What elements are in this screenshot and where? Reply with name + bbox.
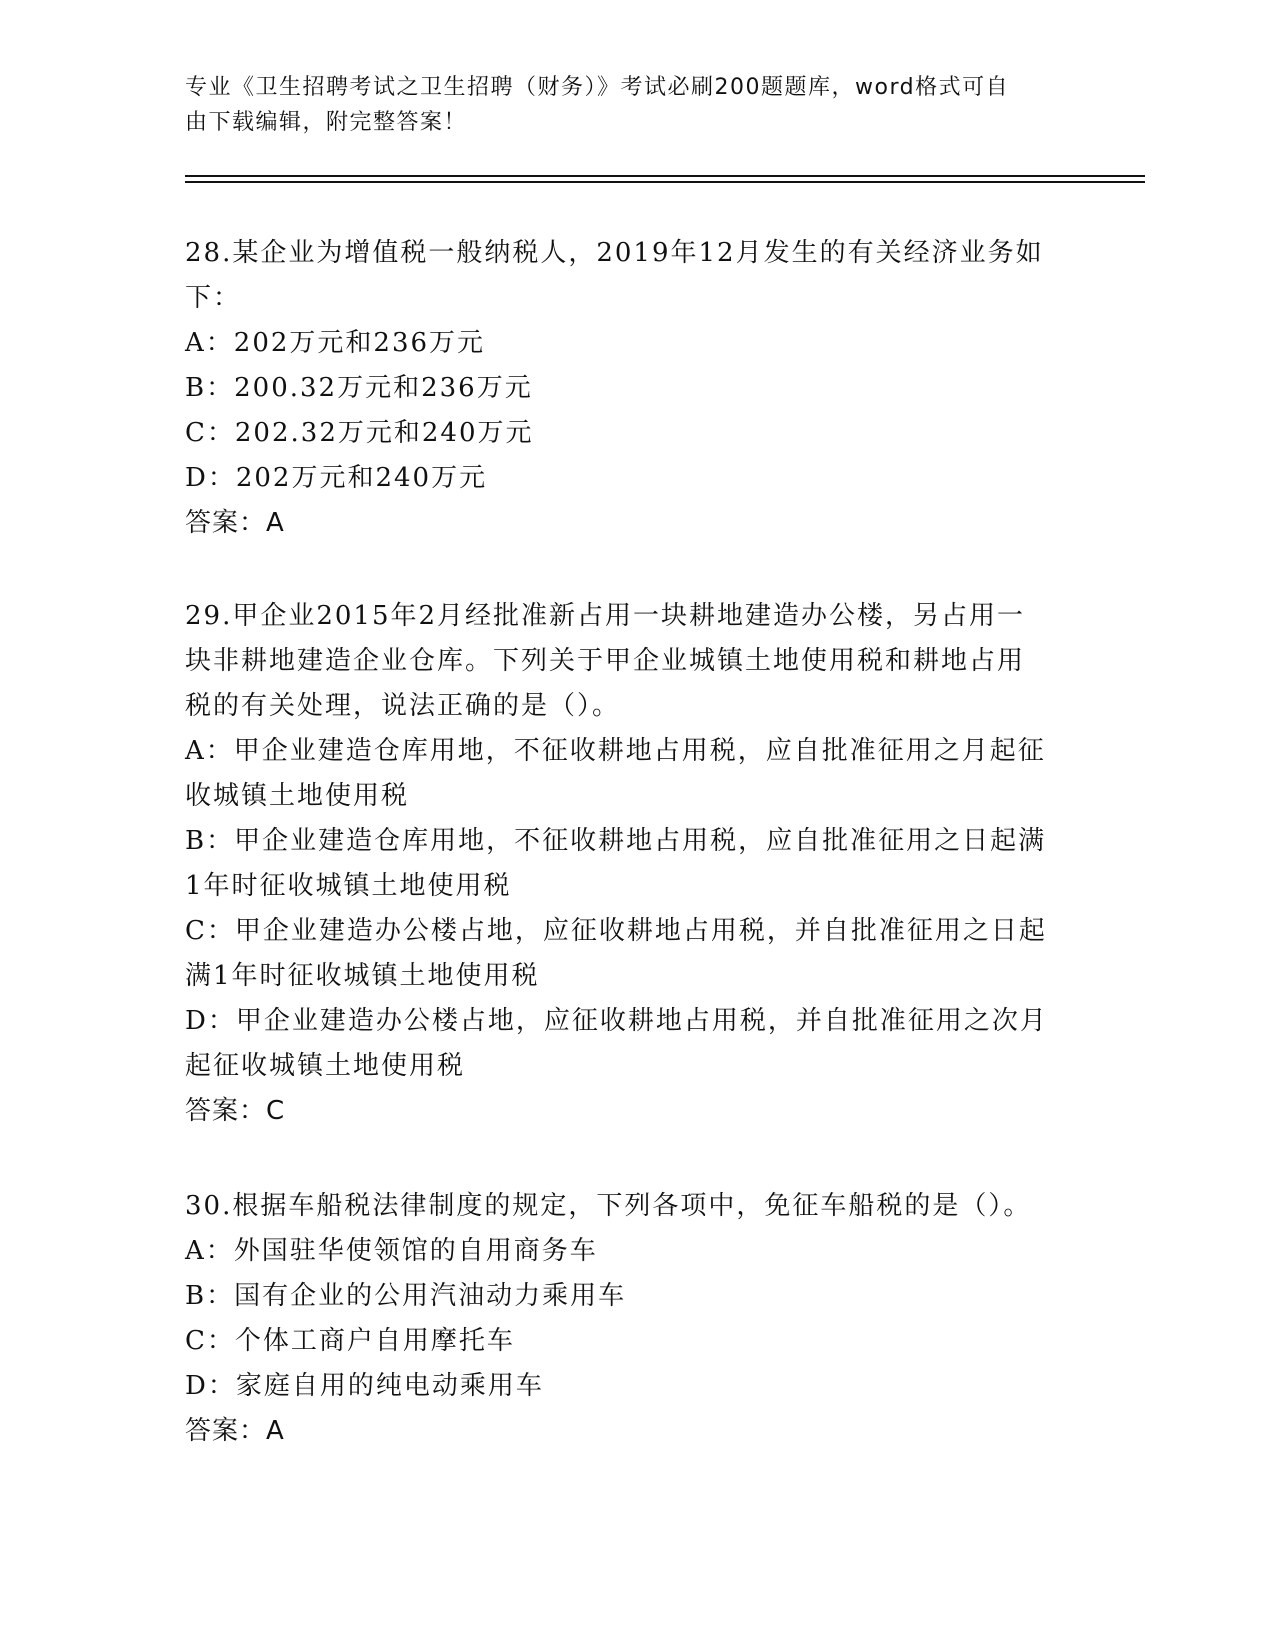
answer: 答案：C <box>185 1096 286 1126</box>
option-d: D：202万元和240万元 <box>185 463 488 493</box>
question-stem: 块非耕地建造企业仓库。下列关于甲企业城镇土地使用税和耕地占用 <box>185 646 1026 676</box>
question-30 <box>185 1184 1075 1454</box>
document-header <box>185 70 1065 140</box>
option-c: C：甲企业建造办公楼占地，应征收耕地占用税，并自批准征用之日起 <box>185 916 1047 946</box>
option-a: A：202万元和236万元 <box>185 328 486 358</box>
answer: 答案：A <box>185 508 285 538</box>
header-line: 由下载编辑，附完整答案！ <box>185 110 468 135</box>
option-a: A：外国驻华使领馆的自用商务车 <box>185 1236 598 1266</box>
option-c: C：个体工商户自用摩托车 <box>185 1326 515 1356</box>
question-28 <box>185 231 1075 546</box>
option-a-continued: 收城镇土地使用税 <box>185 781 410 811</box>
question-29 <box>185 594 1075 1134</box>
option-d-continued: 起征收城镇土地使用税 <box>185 1051 466 1081</box>
option-b: B：200.32万元和236万元 <box>185 373 533 403</box>
option-c: C：202.32万元和240万元 <box>185 418 534 448</box>
answer: 答案：A <box>185 1416 285 1446</box>
header-divider <box>185 181 1145 183</box>
question-stem: 30.根据车船税法律制度的规定，下列各项中，免征车船税的是（）。 <box>185 1191 1032 1221</box>
question-stem: 28.某企业为增值税一般纳税人，2019年12月发生的有关经济业务如 <box>185 238 1044 268</box>
option-b: B：国有企业的公用汽油动力乘用车 <box>185 1281 627 1311</box>
header-divider <box>185 175 1145 177</box>
option-b-continued: 1年时征收城镇土地使用税 <box>185 871 512 901</box>
question-stem: 29.甲企业2015年2月经批准新占用一块耕地建造办公楼，另占用一 <box>185 601 1026 631</box>
question-stem: 税的有关处理，说法正确的是（）。 <box>185 691 621 721</box>
option-a: A：甲企业建造仓库用地，不征收耕地占用税，应自批准征用之月起征 <box>185 736 1046 766</box>
option-b: B：甲企业建造仓库用地，不征收耕地占用税，应自批准征用之日起满 <box>185 826 1047 856</box>
option-d: D：甲企业建造办公楼占地，应征收耕地占用税，并自批准征用之次月 <box>185 1006 1048 1036</box>
option-c-continued: 满1年时征收城镇土地使用税 <box>185 961 540 991</box>
question-stem: 下： <box>185 283 242 313</box>
option-d: D：家庭自用的纯电动乘用车 <box>185 1371 544 1401</box>
header-line: 专业《卫生招聘考试之卫生招聘（财务）》考试必刷200题题库，word格式可自 <box>185 75 1010 100</box>
